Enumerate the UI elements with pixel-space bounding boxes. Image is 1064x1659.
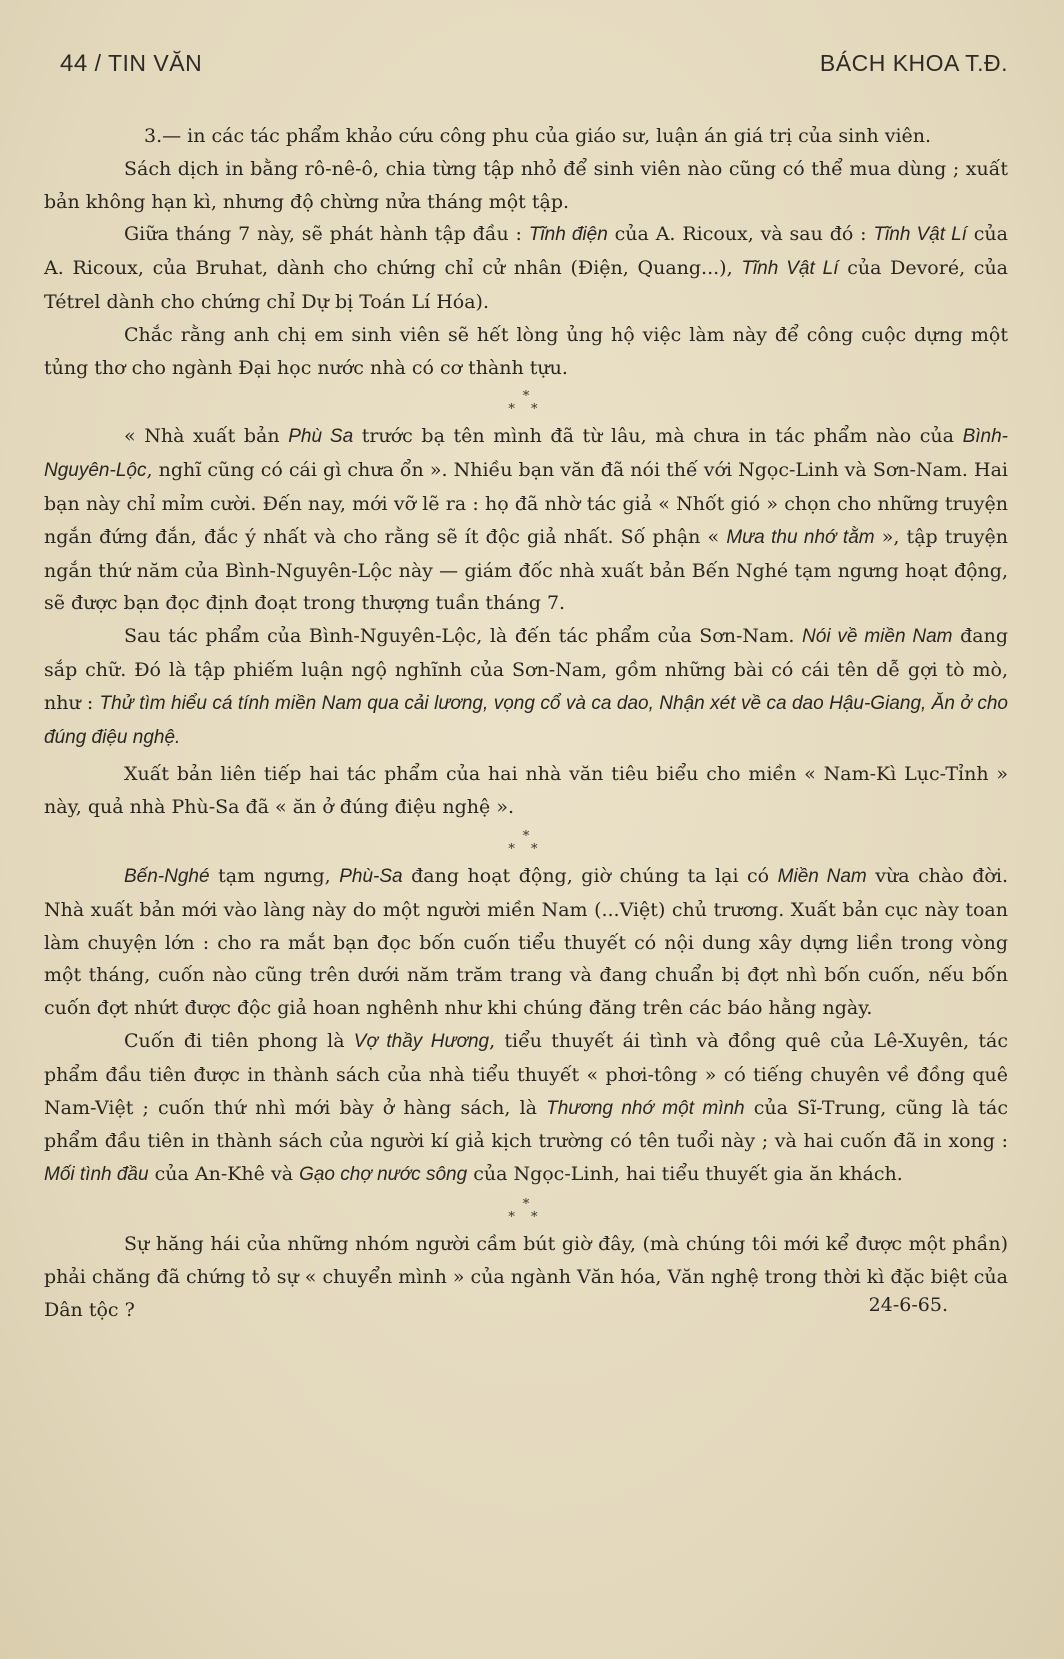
separator-stars: * * [508, 1209, 544, 1225]
text-run: », tập truyện ngắn thứ năm của Bình-Nguyên-Lộc này — giám đốc nhà xuất bản Bến Nghé tạm ngưng hoạt động, sẽ được bạn đọc định đoạt trong thượng tuần tháng 7. [44, 525, 1008, 615]
text-run: , nghĩ cũng có cái gì chưa ổn ». Nhiều bạn văn đã nói thế với Ngọc-Linh và Sơn-Nam. Hai bạn này chỉ mỉm cười. Đến nay, mới vỡ lẽ ra : họ đã nhờ tác giả « Nhốt gió » chọn cho những truyện ngắn đứng đắn, đắc ý nhất và cho rằng sẽ ít độc giả nhất. Số phận « [44, 459, 1008, 548]
section-separator [44, 1192, 1008, 1228]
text-run: tạm ngưng, [209, 864, 340, 887]
section-separator [44, 384, 1008, 420]
text-run: Sau tác phẩm của Bình-Nguyên-Lộc, là đến tác phẩm của Sơn-Nam. [124, 625, 803, 648]
paragraph-1: 3.— in các tác phẩm khảo cứu công phu của giáo sư, luận án giá trị của sinh viên. [144, 125, 932, 147]
page-number: 44 [60, 50, 88, 77]
page-header [44, 50, 1008, 78]
publisher-name: Phù-Sa [339, 865, 403, 887]
text-run: « Nhà xuất bản [124, 425, 289, 448]
text-run: của Sĩ-Trung, cũng là tác phẩm đầu tiên in thành sách của người kí giả kịch trường có tên tuổi này ; và hai cuốn đã in xong : [44, 1096, 1008, 1153]
text-run: trước bạ tên mình đã từ lâu, mà chưa in tác phẩm nào của [353, 425, 963, 448]
separator-star: * [522, 389, 530, 405]
paragraph-2: Sách dịch in bằng rô-nê-ô, chia từng tập nhỏ để sinh viên nào cũng có thể mua dùng ; xuất bản không hạn kì, nhưng độ chừng nửa tháng một tập. [44, 157, 1008, 213]
book-title: Tĩnh Vật Lí [873, 224, 967, 246]
paragraph-5 [44, 420, 1008, 620]
text-run: Giữa tháng 7 này, sẽ phát hành tập đầu : [124, 223, 529, 246]
separator-star: * [522, 828, 530, 844]
publisher-name: Miền Nam [777, 865, 867, 887]
separator-stars: * * [508, 402, 544, 418]
section-title: / TIN VĂN [94, 50, 203, 76]
text-run: của Devoré, của Tétrel dành cho chứng chỉ Dự bị Toán Lí Hóa). [44, 257, 1009, 313]
text-run: đang sắp chữ. Đó là tập phiếm luận ngộ nghĩnh của Sơn-Nam, gồm những bài có cái tên dễ gợi tò mò, như : [44, 625, 1009, 714]
text-run: của Ngọc-Linh, hai tiểu thuyết gia ăn khách. [467, 1163, 903, 1186]
paragraph-6 [44, 620, 1008, 754]
separator-stars: * * [508, 841, 544, 857]
article-date: 24-6-65. [868, 1294, 948, 1317]
text-run: đang hoạt động, giờ chúng ta lại có [402, 864, 778, 887]
section-separator [44, 824, 1008, 860]
header-left [60, 50, 202, 78]
paragraph-7: Xuất bản liên tiếp hai tác phẩm của hai nhà văn tiêu biểu cho miền « Nam-Kì Lục-Tỉnh » này, quả nhà Phù-Sa đã « ăn ở đúng điệu nghệ ». [44, 763, 1008, 819]
book-title: Tĩnh Vật Lí [741, 258, 839, 280]
publisher-name: Phù Sa [288, 426, 354, 448]
paragraph-4: Chắc rằng anh chị em sinh viên sẽ hết lòng ủng hộ việc làm này để công cuộc dựng một tủng thơ cho ngành Đại học nước nhà có cơ thành tựu. [44, 323, 1008, 379]
book-title: Mưa thu nhớ tằm [726, 526, 875, 548]
book-title: Nói về miền Nam [802, 626, 953, 648]
book-title: Gạo chợ nước sông [299, 1164, 468, 1186]
text-run: vừa chào đời. Nhà xuất bản mới vào làng này do một người miền Nam (...Việt) chủ trương. Xuất bản cục này toan làm chuyện lớn : cho ra mắt bạn đọc bốn cuốn tiểu thuyết có nội dung xây dựng liền trong vòng một tháng, cuốn nào cũng trên dưới năm trăm trang và đang chuẩn bị đợt nhì bốn cuốn, nếu bốn cuốn đợt nhứt được độc giả hoan nghênh như khi chúng đăng trên các báo hằng ngày. [44, 864, 1008, 1020]
author-name: Bình-Nguyên-Lộc [44, 426, 1008, 482]
text-run: của A. Ricoux, của Bruhat, dành cho chứng chỉ cử nhân (Điện, Quang...), [44, 223, 1008, 280]
publisher-name: Bến-Nghé [124, 865, 210, 887]
paragraph-10: Sự hăng hái của những nhóm người cầm bút giờ đây, (mà chúng tôi mới kể được một phần) phải chăng đã chứng tỏ sự « chuyển mình » của ngành Văn hóa, Văn nghệ trong thời kì đặc biệt của Dân tộc ? [44, 1232, 1008, 1321]
book-title: Thương nhớ một mình [546, 1097, 745, 1119]
text-run: của An-Khê và [148, 1163, 300, 1186]
separator-star: * [522, 1196, 530, 1212]
paragraph-8 [44, 860, 1008, 1025]
essay-titles: Thử tìm hiểu cá tính miền Nam qua cải lương, vọng cổ và ca dao, Nhận xét về ca dao Hậu-Giang, Ăn ở cho đúng điệu nghệ. [44, 692, 1008, 748]
publication-title: BÁCH KHOA T.Đ. [819, 50, 1008, 76]
book-title: Tĩnh điện [528, 224, 608, 246]
text-run: của A. Ricoux, và sau đó : [607, 223, 874, 246]
text-run: , tiểu thuyết ái tình và đồng quê của Lê-Xuyên, tác phẩm đầu tiên được in thành sách của nhà tiểu thuyết « phơi-tông » có tiếng chuyên về đồng quê Nam-Việt ; cuốn thứ nhì mới bày ở hàng sách, là [44, 1029, 1008, 1119]
text-run: Cuốn đi tiên phong là [124, 1029, 354, 1052]
book-title: Vợ thầy Hương [353, 1030, 490, 1052]
book-title: Mối tình đầu [44, 1164, 149, 1186]
paragraph-9 [44, 1025, 1008, 1192]
paragraph-3 [44, 218, 1008, 318]
